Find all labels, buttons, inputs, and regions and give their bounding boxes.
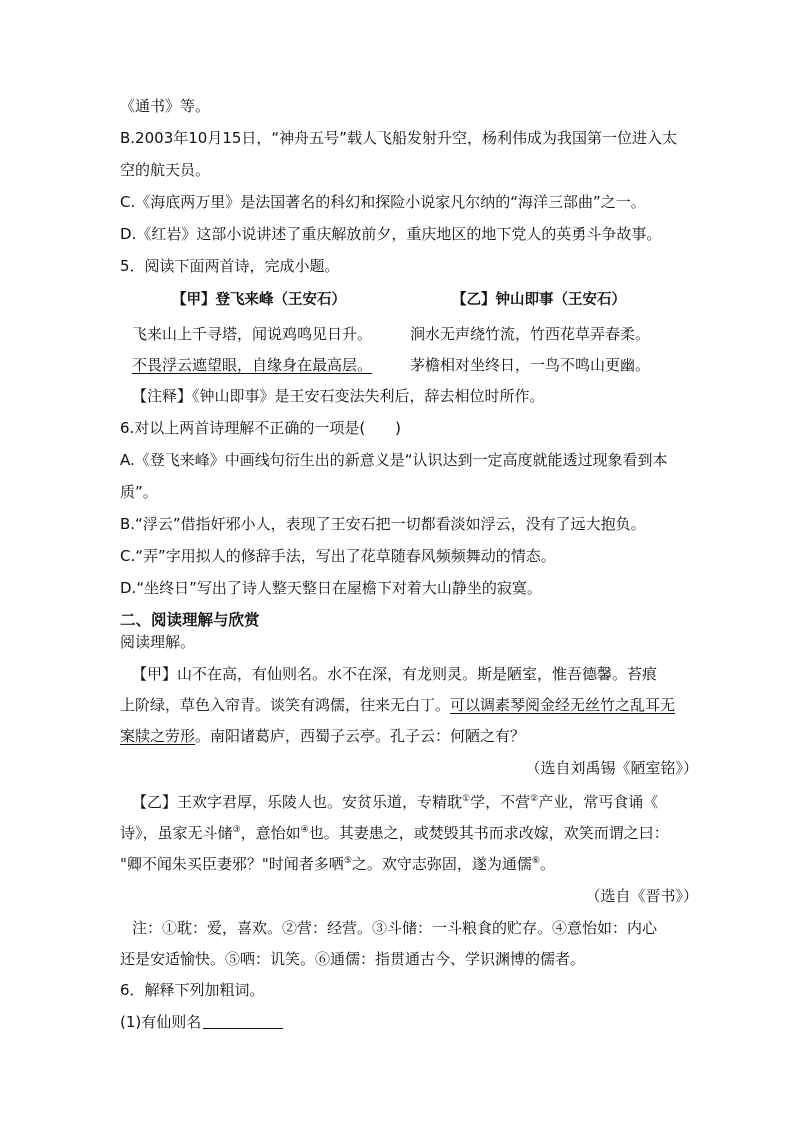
footnote-marker-4: ④ xyxy=(300,825,309,835)
passage-yi-text-2b: ，意怡如 xyxy=(240,824,301,842)
poem-yi-title: 【乙】钟山即事（王安石） xyxy=(452,291,626,308)
footnote-marker-3: ③ xyxy=(232,825,241,835)
question-6b-stem: 6．解释下列加粗词。 xyxy=(120,981,265,999)
poem-jia-line2-underlined: 不畏浮云遮望眼，自缘身在最高层。 xyxy=(132,356,373,374)
passage-yi-text-1b: 学，不营 xyxy=(470,793,531,811)
passage-yi-source: （选自《晋书》） xyxy=(585,887,698,905)
passage-jia-line2 xyxy=(120,695,675,715)
passage-yi-text-3a: "卿不闻朱买臣妻邪？"时闻者多哂 xyxy=(120,855,344,873)
question-6b-item1 xyxy=(120,1012,283,1032)
passage-yi-line3 xyxy=(120,854,555,874)
passage-yi-text-1c: 产业，常丐食诵《 xyxy=(538,793,659,811)
passage-jia-line3-text: 。南阳诸葛庐，西蜀子云亭。孔子云：何陋之有？ xyxy=(195,727,526,745)
passage-yi-text-2a: 诗》，虽家无斗储 xyxy=(120,824,233,842)
passage-yi-text-1a: 【乙】王欢字君厚，乐陵人也。安贫乐道，专精耽 xyxy=(132,793,463,811)
passage-yi-text-2c: 也。其妻患之，或焚毁其书而求改嫁，欢笑而谓之曰： xyxy=(308,824,669,842)
passage-jia-line2-text: 上阶绿，草色入帘青。谈笑有鸿儒，往来无白丁。 xyxy=(120,696,451,714)
footnote-marker-6: ⑥ xyxy=(531,856,540,866)
passage-yi-text-3c: 。 xyxy=(539,855,555,873)
footnote-marker-5: ⑤ xyxy=(343,856,352,866)
poem-yi-line2: 茅檐相对坐终日，一鸟不鸣山更幽。 xyxy=(410,356,651,374)
question-6-stem: 6.对以上两首诗理解不正确的一项是( ) xyxy=(120,419,402,437)
poem-jia-title: 【甲】登飞来峰（王安石） xyxy=(172,291,346,308)
poem-jia-line1: 飞来山上千寻塔，闻说鸡鸣见日升。 xyxy=(132,325,373,343)
passage-jia-source: （选自刘禹锡《陋室铭》） xyxy=(525,759,698,777)
passage-yi-line2 xyxy=(120,823,669,843)
q6-option-d: D.“坐终日”写出了诗人整天整日在屋檐下对着大山静坐的寂寞。 xyxy=(120,579,542,597)
q6-option-a-line2: 质”。 xyxy=(120,483,158,501)
question-5: 5．阅读下面两首诗，完成小题。 xyxy=(120,257,340,275)
footnote-marker-2: ② xyxy=(530,794,539,804)
option-d: D.《红岩》这部小说讲述了重庆解放前夕，重庆地区的地下党人的英勇斗争故事。 xyxy=(120,225,662,243)
q6-option-b: B.“浮云”借指奸邪小人，表现了王安石把一切都看淡如浮云，没有了远大抱负。 xyxy=(120,515,646,533)
passage-yi-line1 xyxy=(132,792,658,812)
item1-label: (1)有仙则名 xyxy=(120,1013,202,1031)
answer-blank[interactable] xyxy=(203,1012,283,1029)
footnote-marker-1: ① xyxy=(462,794,471,804)
section-heading: 二、阅读理解与欣赏 xyxy=(120,611,260,629)
q6-option-a-line1: A.《登飞来峰》中画线句衍生出的新意义是“认识达到一定高度就能透过现象看到本 xyxy=(120,451,668,469)
passage-jia-underlined-2: 案牍之劳形 xyxy=(120,727,196,745)
section-subheading: 阅读理解。 xyxy=(120,633,196,651)
q6-option-c: C.“弄”字用拟人的修辞手法，写出了花草随春风频频舞动的情态。 xyxy=(120,547,556,565)
option-a-continued: 《通书》等。 xyxy=(120,97,211,115)
passage-jia-line1: 【甲】山不在高，有仙则名。水不在深，有龙则灵。斯是陋室，惟吾德馨。苔痕 xyxy=(132,665,658,683)
option-c: C.《海底两万里》是法国著名的科幻和探险小说家凡尔纳的“海洋三部曲”之一。 xyxy=(120,193,646,211)
notes-line2: 还是安适愉快。⑤哂：讥笑。⑥通儒：指贯通古今、学识渊博的儒者。 xyxy=(120,950,586,968)
passage-jia-underlined-1: 可以调素琴阅金经无丝竹之乱耳无 xyxy=(450,696,676,714)
option-b-line2: 空的航天员。 xyxy=(120,161,211,179)
poem-note: 【注释】《钟山即事》是王安石变法失利后，辞去相位时所作。 xyxy=(132,387,545,405)
passage-yi-text-3b: 之。欢守志弥固，遂为通儒 xyxy=(351,855,532,873)
option-b-line1: B.2003年10月15日，“神舟五号”载人飞船发射升空，杨利伟成为我国第一位进入太 xyxy=(120,129,677,147)
poem-yi-line1: 涧水无声绕竹流，竹西花草弄春柔。 xyxy=(410,325,651,343)
passage-jia-line3 xyxy=(120,726,525,746)
notes-line1: 注：①耽：爱，喜欢。②营：经营。③斗储：一斗粮食的贮存。④意怡如：内心 xyxy=(132,919,658,937)
